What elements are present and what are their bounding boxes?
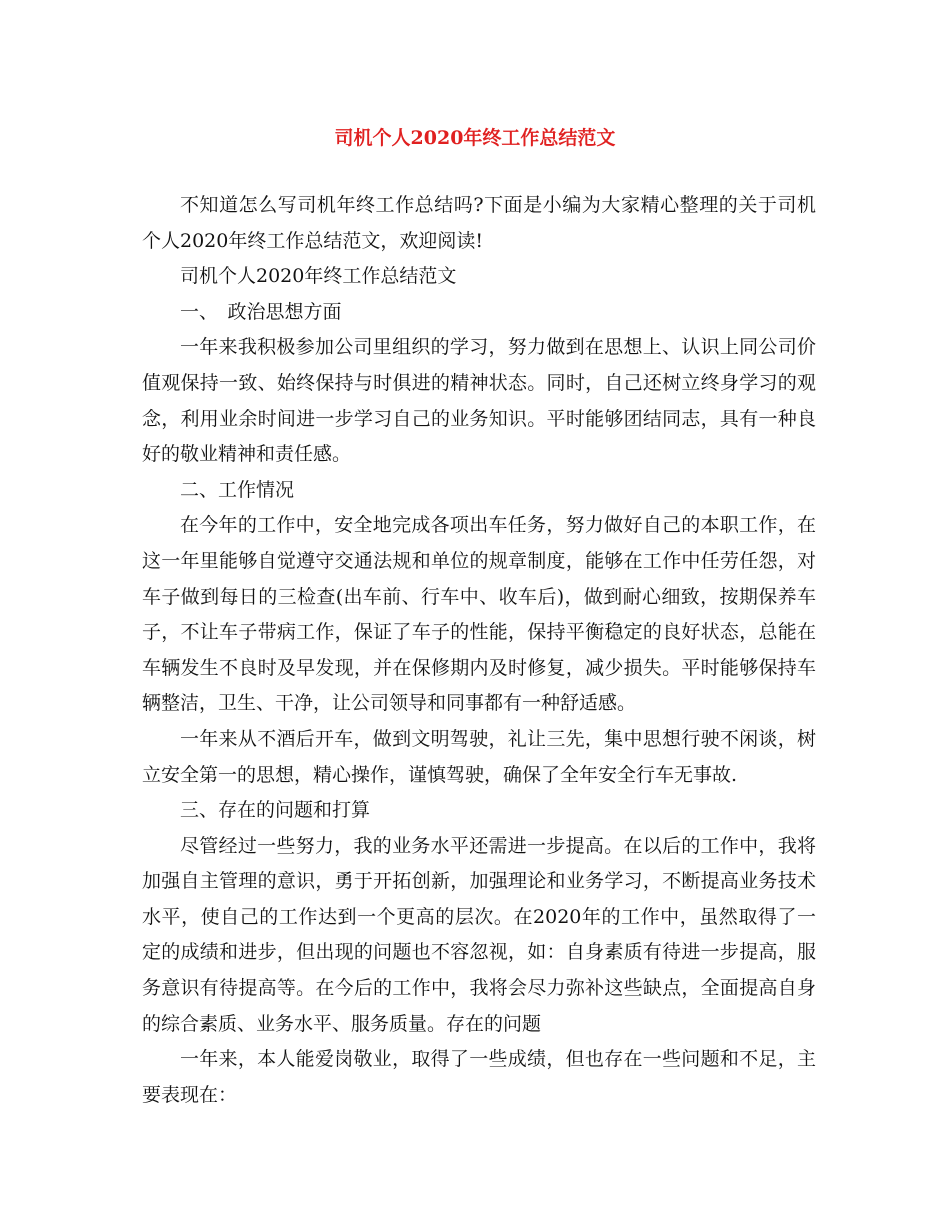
paragraph-problems: 尽管经过一些努力，我的业务水平还需进一步提高。在以后的工作中，我将加强自主管理的意识，勇于开拓创新，加强理论和业务学习，不断提高业务技术水平，使自己的工作达到一个更高的层次。在2020年的工作中，虽然取得了一定的成绩和进步，但出现的问题也不容忽视，如：自身素质有待进一步提高，服务意识有待提高等。在今后的工作中，我将会尽力弥补这些缺点，全面提高自身的综合素质、业务水平、服务质量。存在的问题: [142, 834, 816, 1035]
section-heading-work: 二、工作情况: [180, 478, 295, 501]
paragraph-shortcomings: 一年来，本人能爱岗敬业，取得了一些成绩，但也存在一些问题和不足，主要表现在：: [142, 1048, 816, 1106]
document-body: [142, 188, 816, 1113]
paragraph-politics: 一年来我积极参加公司里组织的学习，努力做到在思想上、认识上同公司价值观保持一致、始终保持与时俱进的精神状态。同时，自己还树立终身学习的观念，利用业余时间进一步学习自己的业务知识。平时能够团结同志，具有一种良好的敬业精神和责任感。: [142, 336, 816, 466]
paragraph-work: 在今年的工作中，安全地完成各项出车任务，努力做好自己的本职工作，在这一年里能够自觉遵守交通法规和单位的规章制度，能够在工作中任劳任怨，对车子做到每日的三检查(出车前、行车中、收车后)，做到耐心细致，按期保养车子，不让车子带病工作，保证了车子的性能，保持平衡稳定的良好状态，总能在车辆发生不良时及早发现，并在保修期内及时修复，减少损失。平时能够保持车辆整洁，卫生、干净，让公司领导和同事都有一种舒适感。: [142, 514, 816, 715]
paragraph-subtitle: 司机个人2020年终工作总结范文: [180, 265, 457, 288]
paragraph-intro: 不知道怎么写司机年终工作总结吗?下面是小编为大家精心整理的关于司机个人2020年终工作总结范文，欢迎阅读!: [142, 194, 816, 252]
paragraph-safety: 一年来从不酒后开车，做到文明驾驶，礼让三先，集中思想行驶不闲谈，树立安全第一的思想，精心操作，谨慎驾驶，确保了全年安全行车无事故.: [142, 727, 816, 786]
section-heading-problems: 三、存在的问题和打算: [180, 799, 371, 822]
section-heading-politics: 一、 政治思想方面: [180, 300, 342, 323]
document-title: 司机个人2020年终工作总结范文: [334, 127, 616, 149]
